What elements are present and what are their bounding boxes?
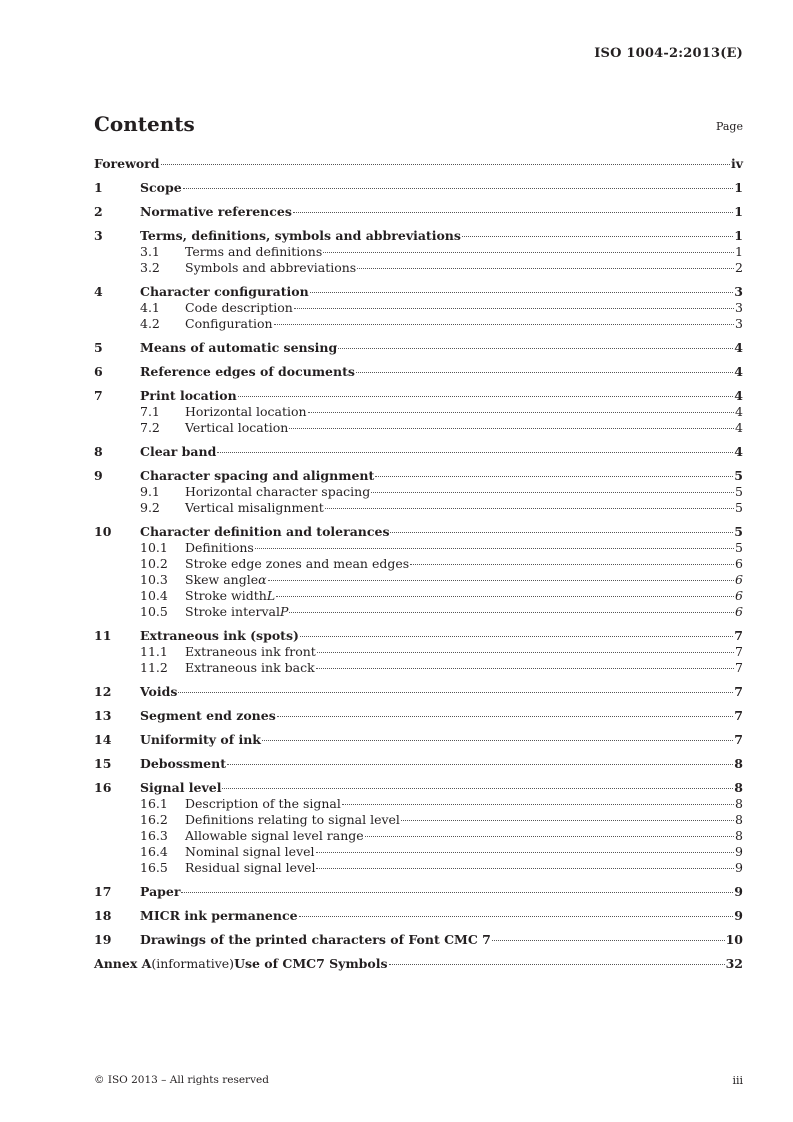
dot-leader [217,452,733,453]
dot-leader [462,236,733,237]
toc-entry-page: 3 [734,284,743,299]
page-title: Contents [94,112,195,136]
toc-entry[interactable] [94,660,743,676]
toc-entry-title: Allowable signal level range [185,828,364,843]
toc-entry-number: 6 [94,364,103,379]
toc-gap [94,172,743,180]
toc-entry[interactable] [94,756,743,772]
toc-entry[interactable] [94,404,743,420]
toc-entry-title: Symbols and abbreviations [185,260,357,275]
toc-entry-page: 6 [735,572,743,587]
toc-gap [94,460,743,468]
toc-entry[interactable] [94,364,743,380]
toc-entry-title: Segment end zones [140,708,276,723]
dot-leader [274,324,734,325]
dot-leader [357,268,734,269]
toc-gap [94,332,743,340]
toc-entry-page: 6 [735,588,743,603]
toc-entry-line [140,932,743,948]
toc-entry[interactable] [94,812,743,828]
toc-gap [94,196,743,204]
toc-entry-page: 3 [735,316,743,331]
toc-entry-title: Stroke interval [185,604,280,619]
toc-entry-line [185,316,743,332]
toc-entry-line [140,780,743,796]
toc-entry-page: 7 [734,708,743,723]
dot-leader [323,252,734,253]
toc-entry-title: Description of the signal [185,796,341,811]
toc-entry-title: Character spacing and alignment [140,468,375,483]
toc-entry-page: 4 [734,364,743,379]
toc-entry[interactable] [94,244,743,260]
toc-entry-number: 15 [94,756,112,771]
toc-entry-page: 9 [735,844,743,859]
toc-entry-line [140,708,743,724]
toc-entry-line [140,732,743,748]
dot-leader [262,740,733,741]
toc-entry[interactable] [94,556,743,572]
dot-leader [277,716,734,717]
toc-entry-title: Stroke edge zones and mean edges [185,556,410,571]
toc-entry-line [185,660,743,676]
toc-entry[interactable] [94,860,743,876]
toc-entry-number: 19 [94,932,112,947]
dot-leader [316,668,734,669]
dot-leader [308,412,734,413]
toc-entry-page: 5 [734,524,743,539]
toc-entry[interactable] [94,604,743,620]
dot-leader [222,788,733,789]
toc-entry-line [185,644,743,660]
toc-entry[interactable] [94,932,743,948]
toc-entry-title: Extraneous ink front [185,644,316,659]
dot-leader [316,852,735,853]
toc-entry-line [185,796,743,812]
toc-gap [94,748,743,756]
toc-entry-title: Terms, definitions, symbols and abbreviations [140,228,461,243]
toc-entry-number: 3.1 [140,244,160,259]
toc-entry-line [140,204,743,220]
toc-entry-line [140,180,743,196]
toc-entry-number: 18 [94,908,112,923]
toc-entry[interactable] [94,796,743,812]
toc-entry-line [140,444,743,460]
toc-entry-title: Paper [140,884,181,899]
toc-entry-line [185,540,743,556]
toc-entry-title: MICR ink permanence [140,908,298,923]
toc-entry-number: 13 [94,708,112,723]
dot-leader [181,892,733,893]
toc-entry-title: Terms and definitions [185,244,323,259]
toc-entry-number: 3.2 [140,260,160,275]
toc-entry[interactable] [94,484,743,500]
toc-entry-page: 7 [735,644,743,659]
toc-entry[interactable] [94,156,743,172]
dot-leader [268,580,734,581]
toc-entry-line [185,556,743,572]
toc-entry[interactable] [94,444,743,460]
toc-entry-page: 3 [735,300,743,315]
toc-entry-line [185,812,743,828]
toc-entry-line [140,468,743,484]
dot-leader [255,548,734,549]
toc-entry[interactable] [94,956,743,972]
toc-entry-page: 7 [734,628,743,643]
toc-entry[interactable] [94,524,743,540]
toc-entry[interactable] [94,908,743,924]
dot-leader [389,964,725,965]
toc-entry[interactable] [94,708,743,724]
title-row [94,112,743,140]
dot-leader [178,692,733,693]
toc-entry-page: 2 [735,260,743,275]
toc-entry-line [140,524,743,540]
toc-entry-page: 4 [734,444,743,459]
toc-entry-page: 8 [734,756,743,771]
dot-leader [289,428,734,429]
dot-leader [342,804,734,805]
toc-entry-title: Means of automatic sensing [140,340,338,355]
toc-entry[interactable] [94,884,743,900]
toc-entry[interactable] [94,316,743,332]
toc-entry-line [185,404,743,420]
toc-entry-title: Vertical misalignment [185,500,324,515]
dot-leader [310,292,734,293]
dot-leader [356,372,733,373]
toc-entry-number: 9 [94,468,103,483]
dot-leader [276,596,734,597]
toc-entry-title: Character configuration [140,284,309,299]
dot-leader [316,868,734,869]
toc-entry[interactable] [94,828,743,844]
toc-entry-number: 10 [94,524,112,539]
document-id: ISO 1004-2:2013(E) [594,46,743,61]
toc-entry-page: 7 [734,684,743,699]
toc-entry-page: 9 [734,884,743,899]
toc-entry[interactable] [94,340,743,356]
toc-entry-title: Voids [140,684,178,699]
copyright-notice: © ISO 2013 – All rights reserved [94,1074,269,1086]
toc-entry-page: 6 [735,556,743,571]
toc-gap [94,276,743,284]
toc-entry-title: Debossment [140,756,226,771]
toc-entry-title: Extraneous ink (spots) [140,628,299,643]
toc-entry-page: 8 [735,828,743,843]
toc-entry-title: Print location [140,388,237,403]
toc-entry-number: 16.4 [140,844,168,859]
dot-leader [293,212,733,213]
toc-gap [94,900,743,908]
toc-entry-line [185,420,743,436]
dot-leader [183,188,734,189]
toc-entry-page: 10 [725,932,743,947]
toc-entry-number: 17 [94,884,112,899]
toc-entry-title: Configuration [185,316,273,331]
toc-entry-number: 2 [94,204,103,219]
toc-entry-title: Clear band [140,444,217,459]
toc-entry[interactable] [94,388,743,404]
toc-entry-number: 7 [94,388,103,403]
toc-entry-page: 4 [734,388,743,403]
toc-entry-line [140,756,743,772]
toc-entry-title: Nominal signal level [185,844,315,859]
toc-entry-line [185,844,743,860]
toc-entry-page: 32 [725,956,743,971]
toc-entry-title: Definitions [185,540,254,555]
toc-entry-title: Drawings of the printed characters of Font CMC 7 [140,932,491,947]
toc-entry-number: 16.1 [140,796,168,811]
toc-entry-title: Signal level [140,780,222,795]
toc-entry-page: 7 [735,660,743,675]
toc-entry-number: 4.2 [140,316,160,331]
toc-gap [94,356,743,364]
toc-entry-number: 4 [94,284,103,299]
toc-entry-title: Reference edges of documents [140,364,355,379]
toc-entry-title: Character definition and tolerances [140,524,390,539]
toc-entry-line [185,588,743,604]
toc-entry-title: Stroke width [185,588,267,603]
toc-entry-line [185,572,743,588]
dot-leader [375,476,733,477]
toc-entry-title: Normative references [140,204,292,219]
toc-entry-number: 11.2 [140,660,168,675]
toc-entry-number: 9.2 [140,500,160,515]
toc-entry-line [140,908,743,924]
toc-gap [94,436,743,444]
toc-entry[interactable] [94,844,743,860]
toc-entry[interactable] [94,588,743,604]
toc-entry-page: 5 [734,468,743,483]
toc-entry-page: 7 [734,732,743,747]
toc-entry[interactable] [94,180,743,196]
dot-leader [294,308,734,309]
toc-entry-line [140,364,743,380]
dot-leader [338,348,733,349]
toc-entry[interactable] [94,260,743,276]
dot-leader [299,916,734,917]
toc-gap [94,948,743,956]
toc-entry-line [94,156,743,172]
toc-entry-page: 1 [734,228,743,243]
page-column-label: Page [715,120,743,133]
toc-entry[interactable] [94,780,743,796]
toc-gap [94,724,743,732]
dot-leader [390,532,733,533]
toc-entry-number: 8 [94,444,103,459]
toc-entry-title: Skew angle [185,572,259,587]
toc-entry[interactable] [94,500,743,516]
toc-entry-line [140,228,743,244]
toc-gap [94,516,743,524]
toc-entry-line [185,500,743,516]
toc-entry-line [140,684,743,700]
toc-entry-line [140,884,743,900]
toc-entry-line [185,484,743,500]
dot-leader [289,612,734,613]
table-of-contents [94,156,743,972]
toc-entry-number: 12 [94,684,112,699]
toc-entry[interactable] [94,204,743,220]
toc-entry-symbol: L [266,588,276,603]
toc-entry-number: 7.1 [140,404,160,419]
toc-entry[interactable] [94,540,743,556]
toc-gap [94,676,743,684]
toc-entry-number: 4.1 [140,300,160,315]
dot-leader [371,492,734,493]
toc-entry-title: Horizontal location [185,404,307,419]
toc-entry-number: 10.3 [140,572,168,587]
toc-entry-number: 11 [94,628,112,643]
toc-entry-line [140,388,743,404]
toc-gap [94,700,743,708]
toc-entry-page: 5 [735,500,743,515]
toc-entry-page: 6 [735,604,743,619]
toc-entry[interactable] [94,300,743,316]
dot-leader [492,940,725,941]
toc-gap [94,620,743,628]
toc-entry-title: Code description [185,300,293,315]
toc-entry[interactable] [94,628,743,644]
toc-entry-symbol: P [280,604,289,619]
dot-leader [365,836,734,837]
toc-entry[interactable] [94,732,743,748]
toc-entry-page: 4 [734,340,743,355]
toc-entry[interactable] [94,420,743,436]
toc-entry-page: 1 [735,244,743,259]
toc-entry-page: 5 [735,540,743,555]
page-number: iii [732,1074,743,1087]
annex-type: (informative) [151,956,235,971]
toc-entry[interactable] [94,228,743,244]
toc-entry-number: 9.1 [140,484,160,499]
toc-entry-page: 9 [734,908,743,923]
toc-entry-line [185,244,743,260]
toc-gap [94,924,743,932]
toc-entry-page: iv [730,156,743,171]
dot-leader [401,820,734,821]
toc-gap [94,380,743,388]
toc-entry-number: 16 [94,780,112,795]
toc-entry-number: 16.2 [140,812,168,827]
toc-gap [94,220,743,228]
toc-entry-line [140,340,743,356]
dot-leader [317,652,734,653]
toc-entry-line [185,828,743,844]
toc-entry[interactable] [94,572,743,588]
toc-entry-title: Foreword [94,156,160,171]
toc-gap [94,876,743,884]
toc-entry-page: 4 [735,420,743,435]
toc-entry-page: 1 [734,180,743,195]
toc-entry[interactable] [94,284,743,300]
toc-entry-line [185,260,743,276]
toc-entry[interactable] [94,468,743,484]
annex-label: Annex A [94,956,152,971]
toc-entry-number: 16.5 [140,860,168,875]
toc-entry-number: 3 [94,228,103,243]
dot-leader [238,396,734,397]
toc-entry[interactable] [94,644,743,660]
toc-entry-line [94,956,743,972]
toc-entry-number: 14 [94,732,112,747]
toc-entry-number: 10.5 [140,604,168,619]
toc-entry-title: Definitions relating to signal level [185,812,400,827]
toc-entry-line [185,604,743,620]
toc-entry-page: 5 [735,484,743,499]
dot-leader [227,764,733,765]
toc-entry-page: 8 [734,780,743,795]
toc-entry-title: Horizontal character spacing [185,484,371,499]
toc-entry-line [140,628,743,644]
dot-leader [300,636,733,637]
toc-entry-title: Uniformity of ink [140,732,261,747]
toc-entry-number: 10.1 [140,540,168,555]
dot-leader [325,508,734,509]
toc-entry-title: Vertical location [185,420,289,435]
toc-entry-title: Scope [140,180,182,195]
toc-entry-line [185,300,743,316]
dot-leader [161,164,730,165]
toc-entry-number: 7.2 [140,420,160,435]
toc-entry-title: Residual signal level [185,860,316,875]
toc-entry-page: 9 [735,860,743,875]
toc-entry-line [185,860,743,876]
toc-entry-number: 1 [94,180,103,195]
toc-entry-title: Use of CMC7 Symbols [234,956,388,971]
toc-entry-number: 16.3 [140,828,168,843]
toc-entry-page: 8 [735,796,743,811]
toc-entry[interactable] [94,684,743,700]
toc-entry-page: 1 [734,204,743,219]
toc-entry-number: 10.2 [140,556,168,571]
toc-entry-number: 10.4 [140,588,168,603]
dot-leader [410,564,734,565]
toc-entry-title: Extraneous ink back [185,660,315,675]
toc-entry-line [140,284,743,300]
toc-entry-page: 8 [735,812,743,827]
toc-entry-number: 11.1 [140,644,168,659]
toc-gap [94,772,743,780]
toc-entry-page: 4 [735,404,743,419]
toc-entry-symbol: α [258,572,267,587]
toc-entry-number: 5 [94,340,103,355]
